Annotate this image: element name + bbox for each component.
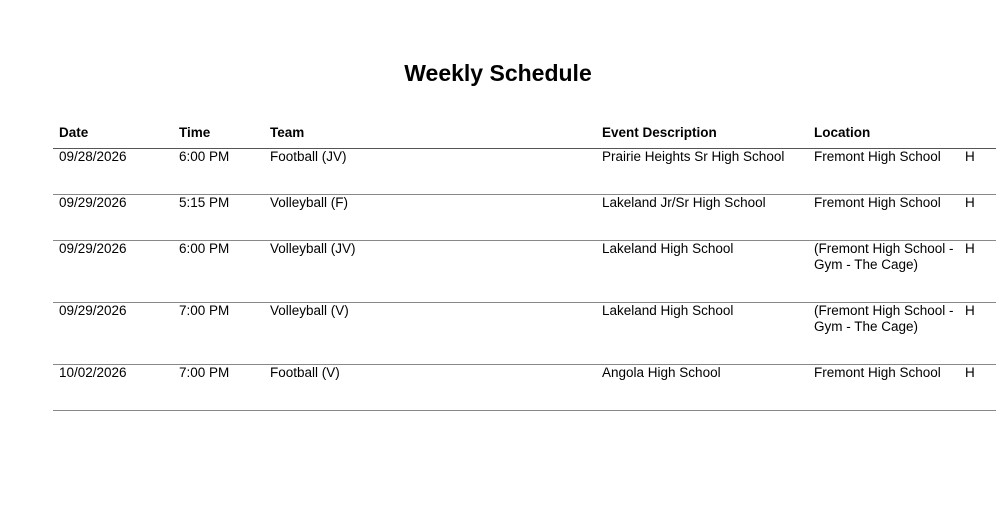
- cell-time: 6:00 PM: [179, 241, 230, 256]
- cell-event-description: Lakeland High School: [602, 303, 734, 318]
- cell-location: (Fremont High School - Gym - The Cage): [814, 303, 954, 334]
- cell-home-away: H: [965, 303, 975, 318]
- cell-home-away: H: [965, 365, 975, 380]
- cell-home-away: H: [965, 241, 975, 256]
- cell-team: Football (V): [270, 365, 340, 380]
- cell-event-description: Lakeland High School: [602, 241, 734, 256]
- table-row: [53, 195, 996, 241]
- cell-team: Football (JV): [270, 149, 347, 164]
- cell-time: 7:00 PM: [179, 303, 230, 318]
- cell-date: 09/29/2026: [59, 195, 127, 210]
- cell-location: Fremont High School: [814, 365, 941, 380]
- cell-team: Volleyball (V): [270, 303, 349, 318]
- cell-team: Volleyball (JV): [270, 241, 356, 256]
- schedule-table-body: [53, 149, 996, 411]
- cell-date: 10/02/2026: [59, 365, 127, 380]
- cell-location: Fremont High School: [814, 195, 941, 210]
- cell-team: Volleyball (F): [270, 195, 349, 210]
- page-title: Weekly Schedule: [404, 60, 592, 86]
- table-row: [53, 303, 996, 365]
- cell-location: (Fremont High School - Gym - The Cage): [814, 241, 954, 272]
- table-row: [53, 365, 996, 411]
- cell-event-description: Lakeland Jr/Sr High School: [602, 195, 766, 210]
- cell-date: 09/29/2026: [59, 241, 127, 256]
- table-row: [53, 149, 996, 195]
- column-header-team: Team: [270, 125, 305, 140]
- cell-time: 7:00 PM: [179, 365, 230, 380]
- column-header-time: Time: [179, 125, 211, 140]
- column-header-event-description: Event Description: [602, 125, 717, 140]
- column-header-date: Date: [59, 125, 89, 140]
- cell-event-description: Angola High School: [602, 365, 721, 380]
- cell-event-description: Prairie Heights Sr High School: [602, 149, 785, 164]
- cell-date: 09/29/2026: [59, 303, 127, 318]
- table-row: [53, 241, 996, 303]
- table-header: [53, 125, 996, 149]
- cell-home-away: H: [965, 149, 975, 164]
- cell-home-away: H: [965, 195, 975, 210]
- cell-location: Fremont High School: [814, 149, 941, 164]
- cell-date: 09/28/2026: [59, 149, 127, 164]
- column-header-location: Location: [814, 125, 871, 140]
- cell-time: 5:15 PM: [179, 195, 230, 210]
- cell-time: 6:00 PM: [179, 149, 230, 164]
